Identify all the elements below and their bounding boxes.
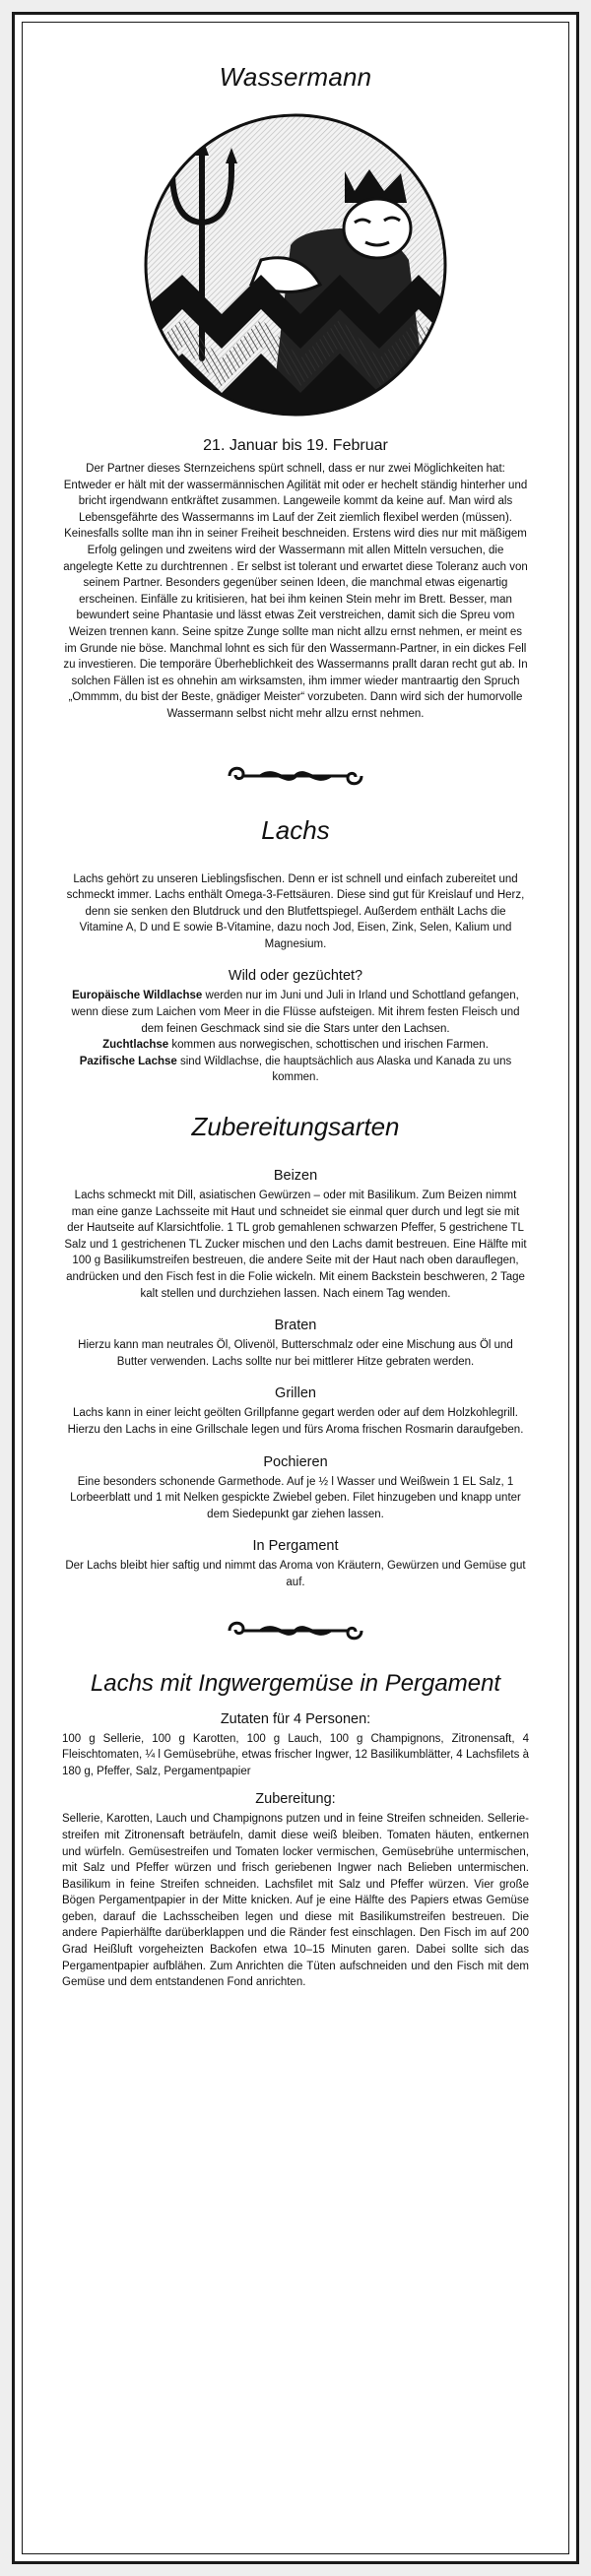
zutaten-title: Zutaten für 4 Personen: bbox=[220, 1710, 371, 1727]
wild-title: Wild oder gezüchtet? bbox=[228, 968, 363, 985]
inner-frame bbox=[22, 22, 569, 2554]
braten-text: Hierzu kann man neutrales Öl, Olivenöl, Butterschmalz oder eine Mischung aus Öl und Butter verwenden. Lachs sollte nur bei mittlerer Hitze gebraten werden. bbox=[78, 1339, 513, 1368]
pergament-text: Der Lachs bleibt hier saftig und nimmt das Aroma von Kräutern, Gewürzen und Gemüse gut auf. bbox=[65, 1560, 526, 1588]
lachs-title: Lachs bbox=[261, 814, 330, 845]
lachs-intro: Lachs gehört zu unseren Lieblingsfischen. Denn er ist schnell und einfach zubereitet und schmeckt immer. Lachs enthält Omega-3-Fettsäuren. Diese sind gut für Kreislauf und Herz, denn sie senken den Blutdruck und den Blutfettspiegel. Außerdem enthält Lachs die Vitamine A, D und E sowie B-Vitamine, dazu noch Jod, Eisen, Zink, Selen, Kalium und Magnesium. bbox=[66, 872, 525, 950]
grillen-text: Lachs kann in einer leicht geölten Grillpfanne gegart werden oder auf dem Holzkohlegrill. Hierzu den Lachs in eine Grillschale legen und fürs Aroma frischen Rosmarin daraufgeben. bbox=[67, 1407, 524, 1436]
grillen-heading: Grillen bbox=[275, 1385, 316, 1402]
braten-heading: Braten bbox=[274, 1318, 317, 1334]
page-frame bbox=[12, 12, 579, 2564]
wild-item: Pazifische Lachse sind Wildlachse, die hauptsächlich aus Alaska und Kanada zu uns kommen. bbox=[79, 1055, 512, 1084]
beizen-heading: Beizen bbox=[273, 1168, 318, 1185]
pochieren-heading: Pochieren bbox=[263, 1453, 328, 1470]
pergament-heading: In Pergament bbox=[252, 1538, 339, 1555]
ornament-divider-icon bbox=[222, 1617, 369, 1644]
zubereitung-title: Zubereitungsarten bbox=[191, 1112, 400, 1142]
zodiac-title: Wassermann bbox=[219, 62, 372, 92]
rezept-title: Lachs mit Ingwergemüse in Pergament bbox=[90, 1669, 501, 1697]
zubereitung-steps-title: Zubereitung: bbox=[255, 1791, 336, 1808]
zodiac-date: 21. Januar bis 19. Februar bbox=[203, 437, 388, 454]
zodiac-text: Der Partner dieses Sternzeichens spürt schnell, dass er nur zwei Möglichkeiten hat: Entweder er hält mit der wassermännischen Agilität mit oder er hechelt ständig hinterher und bricht irgendwann entkräftet zusammen. Langeweile kommt da keine auf. Man wird als Lebensgefährte des Wassermanns im Lauf der Zeit ziemlich flexibel werden (müssen). Keinesfalls sollte man ihn in seiner Freiheit beschneiden. Erstens wird dies nur mit mäßigem Erfolg gelingen und zweitens wird der Wassermann mit allen Mitteln versuchen, die angelegte Kette zu durchtrennen . Er selbst ist tolerant und erwartet diese Toleranz auch von seinem Partner. Besonders gegenüber seinen Ideen, die manchmal etwas eigenartig erscheinen. Einfälle zu kritisieren, hat bei ihm keinen Stein mehr im Brett. Besser, man bewundert seine Phantasie und lässt etwas Zeit verstreichen, damit sich die Spreu vom Weizen trennen kann. Seine spitze Zunge sollte man nicht allzu ernst nehmen, er meint es im Grunde nie böse. Manchmal lohnt es sich für den Wassermann-Partner, in ein dickes Fell zu investieren. Die temporäre Überheblichkeit des Wassermanns prallt daran recht gut ab. In solchen Fällen ist es ohnehin am wirksamsten, ihm immer wieder mantraartig den Spruch „Ommmm, du bist der Beste, gnädiger Meister“ vorzubeten. Dann wird sich der humorvolle Wassermann selbst nicht mehr allzu ernst nehmen. bbox=[63, 463, 528, 720]
zutaten-text: 100 g Sellerie, 100 g Karotten, 100 g Lauch, 100 g Champignons, Zitronensaft, 4 Fleischtomaten, ¼ l Gemüsebrühe, etwas frischer Ingwer, 12 Basilikumblätter, 4 Lachsfilets à 180 g, Pfeffer, Salz, Pergamentpapier bbox=[62, 1732, 529, 1777]
wild-list bbox=[62, 988, 529, 1086]
wild-item: Zuchtlachse kommen aus norwegischen, schottischen und irischen Farmen. bbox=[102, 1039, 489, 1052]
ornament-divider-icon bbox=[222, 762, 369, 790]
zubereitung-steps-text: Sellerie, Karotten, Lauch und Champignons putzen und in feine Streifen schneiden. Selleriestreifen mit Zitronensaft beträufeln, damit diese weiß bleiben. Tomaten häuten, entkernen und würfeln. Gemüsestreifen und Tomaten locker vermischen, Gemüsebrühe untermischen, mit Salz und Pfeffer würzen und frisch geriebenen Ingwer nach Belieben untermischen. Basilikum in feine Streifen schneiden. Lachsfilet mit Salz und Pfeffer würzen. Vier große Bögen Pergamentpapier in der Mitte knicken. Auf je eine Hälfte des Papiers etwas Gemüse geben, darauf die Lachsscheiben legen und diese mit Basilikumstreifen bestreuen. Die andere Papierhälfte darüberklappen und die Ränder fest einschlagen. Den Fisch im auf 200 Grad Heißluft vorgeheizten Backofen etwa 10–15 Minuten garen. Dabei sollte sich das Pergamentpapier aufblähen. Zum Anrichten die Tüten aufschneiden und den Fisch mit dem Gemüse und dem entstandenen Fond anrichten. bbox=[62, 1813, 529, 1989]
beizen-text: Lachs schmeckt mit Dill, asiatischen Gewürzen – oder mit Basilikum. Zum Beizen nimmt man eine ganze Lachsseite mit Haut und schneidet sie einmal quer durch und legt sie mit der Hautseite auf Klarsichtfolie. 1 TL grob gemahlenen schwarzen Pfeffer, 5 gestrichene TL Salz und 1 gestrichenen TL Zucker mischen und den Lachs damit bestreuen. Eine Hälfte mit 100 g Basilikumstreifen bestreuen, die andere Seite mit der Haut nach oben darauflegen, andrücken und den Fisch fest in die Folie wickeln. Mit einem Backstein beschweren, 2 Tage kalt stellen und durchziehen lassen. Nach einem Tag wenden. bbox=[64, 1190, 527, 1300]
pochieren-text: Eine besonders schonende Garmethode. Auf je ½ l Wasser und Weißwein 1 EL Salz, 1 Lorbeerblatt und 1 mit Nelken gespickte Zwiebel geben. Filet hinzugeben und knapp unter dem Siedepunkt gar ziehen lassen. bbox=[70, 1475, 521, 1520]
aquarius-emblem-illustration bbox=[143, 112, 448, 418]
wild-item: Europäische Wildlachse werden nur im Juni und Juli in Irland und Schottland gefangen, wenn diese zum Laichen vom Meer in die Flüsse aufsteigen. Mit ihrem festen Fleisch und dem feinen Geschmack sind sie die Stars unter den Lachsen. bbox=[71, 990, 520, 1035]
